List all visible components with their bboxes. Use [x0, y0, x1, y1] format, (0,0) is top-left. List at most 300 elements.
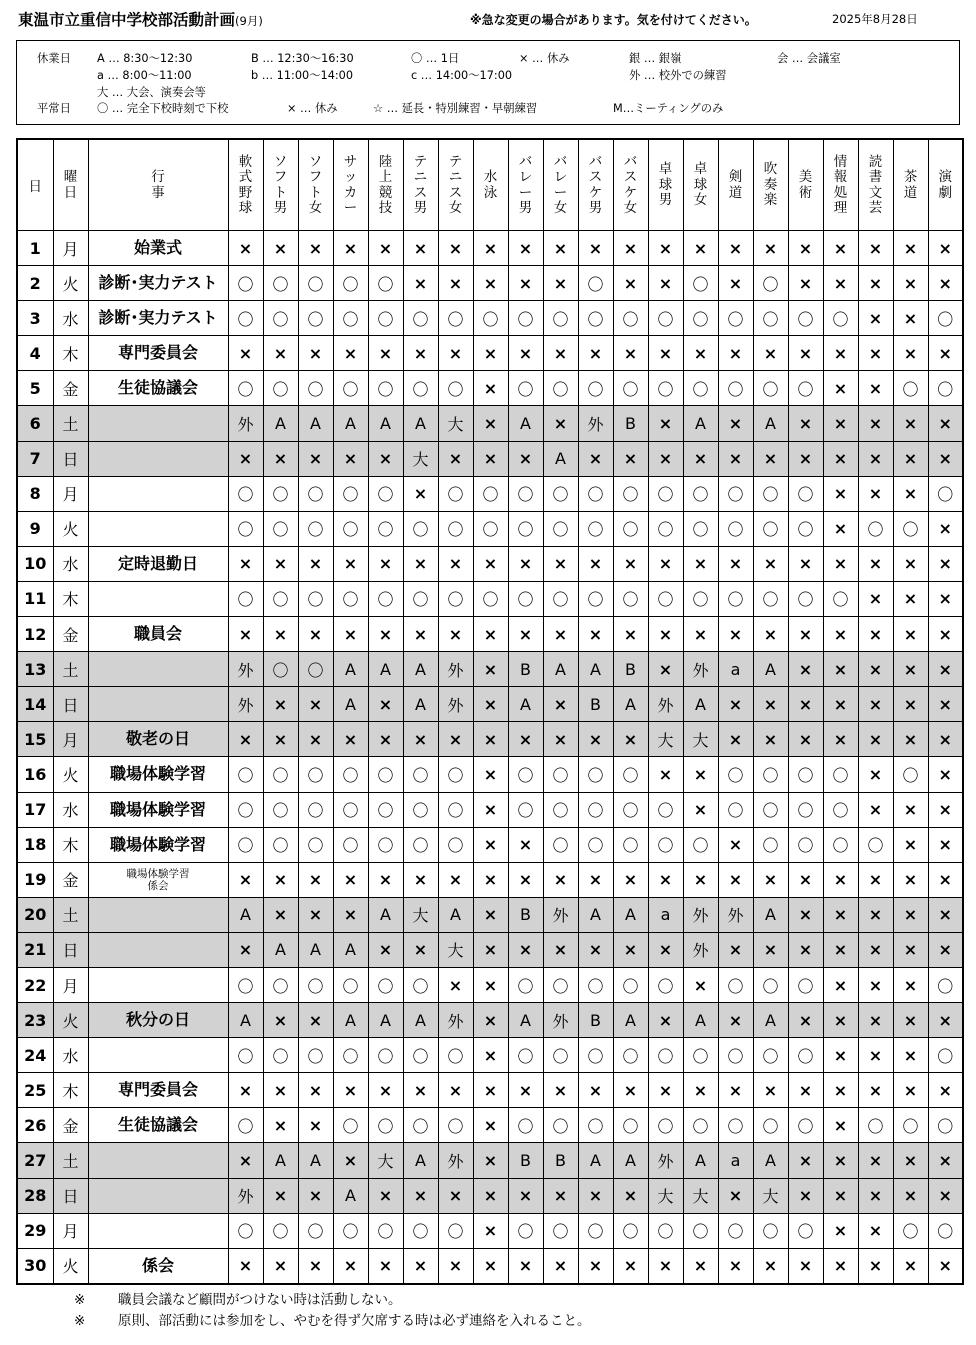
activity-cell: 〇: [543, 757, 578, 792]
activity-cell: ×: [403, 1248, 438, 1284]
club-schedule-table: [16, 138, 964, 1285]
activity-cell: ×: [333, 722, 368, 757]
activity-cell: B: [508, 1143, 543, 1178]
activity-cell: 〇: [368, 1038, 403, 1073]
activity-cell: 〇: [788, 581, 823, 616]
activity-cell: ×: [753, 546, 788, 581]
activity-cell: ×: [508, 827, 543, 862]
activity-cell: 〇: [543, 792, 578, 827]
activity-cell: ×: [893, 1038, 928, 1073]
activity-cell: 〇: [263, 581, 298, 616]
activity-cell: ×: [788, 687, 823, 722]
activity-cell: ×: [893, 231, 928, 266]
activity-cell: 〇: [683, 301, 718, 336]
activity-cell: ×: [473, 652, 508, 687]
activity-cell: ×: [613, 1178, 648, 1213]
weekday-cell: 月: [53, 231, 88, 266]
activity-cell: ×: [718, 266, 753, 301]
activity-cell: B: [508, 897, 543, 932]
activity-cell: ×: [788, 652, 823, 687]
activity-cell: 〇: [613, 511, 648, 546]
header-club: [788, 139, 823, 231]
event-cell: [88, 687, 228, 722]
activity-cell: ×: [858, 1038, 893, 1073]
activity-cell: A: [333, 1178, 368, 1213]
activity-cell: ×: [788, 266, 823, 301]
activity-cell: 〇: [648, 1108, 683, 1143]
event-cell: 生徒協議会: [88, 371, 228, 406]
activity-cell: ×: [823, 1073, 858, 1108]
activity-cell: ×: [928, 932, 963, 967]
activity-cell: 外: [228, 406, 263, 441]
activity-cell: 〇: [683, 581, 718, 616]
activity-cell: 〇: [578, 476, 613, 511]
activity-cell: 〇: [683, 1108, 718, 1143]
activity-cell: 〇: [473, 581, 508, 616]
event-cell: [88, 1213, 228, 1248]
activity-cell: 〇: [508, 757, 543, 792]
activity-cell: ×: [823, 1248, 858, 1284]
activity-cell: ×: [683, 1073, 718, 1108]
legend-dai: 大 … 大会、演奏会等: [97, 86, 206, 99]
legend-box: [16, 40, 960, 125]
day-cell: 9: [17, 511, 53, 546]
activity-cell: A: [263, 406, 298, 441]
activity-cell: ×: [543, 266, 578, 301]
activity-cell: 〇: [228, 371, 263, 406]
table-row: [17, 757, 963, 792]
activity-cell: 〇: [648, 827, 683, 862]
activity-cell: 外: [543, 1003, 578, 1038]
activity-cell: 〇: [298, 652, 333, 687]
activity-cell: A: [438, 897, 473, 932]
activity-cell: 〇: [788, 1038, 823, 1073]
activity-cell: 〇: [543, 1213, 578, 1248]
weekday-cell: 金: [53, 862, 88, 897]
activity-cell: ×: [753, 1073, 788, 1108]
legend-B: B … 12:30〜16:30: [251, 52, 354, 65]
activity-cell: ×: [718, 441, 753, 476]
activity-cell: 〇: [543, 371, 578, 406]
activity-cell: ×: [858, 1073, 893, 1108]
activity-cell: ×: [298, 231, 333, 266]
activity-cell: ×: [788, 546, 823, 581]
activity-cell: ×: [858, 792, 893, 827]
activity-cell: 〇: [263, 652, 298, 687]
weekday-cell: 月: [53, 476, 88, 511]
activity-cell: ×: [683, 967, 718, 1002]
weekday-cell: 月: [53, 722, 88, 757]
activity-cell: A: [753, 652, 788, 687]
club-name: バスケ女: [623, 153, 638, 216]
table-row: [17, 406, 963, 441]
activity-cell: 〇: [263, 371, 298, 406]
activity-cell: ×: [578, 1248, 613, 1284]
activity-cell: 〇: [368, 757, 403, 792]
activity-cell: ×: [858, 757, 893, 792]
activity-cell: A: [683, 406, 718, 441]
activity-cell: 〇: [438, 371, 473, 406]
activity-cell: 〇: [718, 476, 753, 511]
activity-cell: ×: [543, 1073, 578, 1108]
activity-cell: ×: [368, 1178, 403, 1213]
activity-cell: 〇: [333, 1213, 368, 1248]
activity-cell: ×: [473, 1248, 508, 1284]
activity-cell: ×: [648, 266, 683, 301]
activity-cell: 〇: [368, 511, 403, 546]
activity-cell: 〇: [298, 581, 333, 616]
activity-cell: 外: [648, 687, 683, 722]
table-row: [17, 1248, 963, 1284]
activity-cell: 〇: [788, 1213, 823, 1248]
day-cell: 2: [17, 266, 53, 301]
activity-cell: ×: [228, 546, 263, 581]
activity-cell: 〇: [648, 301, 683, 336]
activity-cell: 〇: [683, 476, 718, 511]
activity-cell: 外: [438, 687, 473, 722]
activity-cell: ×: [473, 1213, 508, 1248]
activity-cell: ×: [473, 441, 508, 476]
club-name: バレー男: [518, 153, 533, 216]
weekday-cell: 木: [53, 1073, 88, 1108]
activity-cell: 〇: [788, 967, 823, 1002]
activity-cell: 〇: [928, 301, 963, 336]
activity-cell: ×: [928, 546, 963, 581]
activity-cell: B: [508, 652, 543, 687]
activity-cell: ×: [718, 1248, 753, 1284]
activity-cell: ×: [368, 546, 403, 581]
header-club: [403, 139, 438, 231]
activity-cell: 〇: [613, 792, 648, 827]
activity-cell: ×: [858, 371, 893, 406]
activity-cell: ×: [368, 722, 403, 757]
activity-cell: ×: [823, 687, 858, 722]
legend-heijitsu-label: 平常日: [37, 102, 71, 115]
day-cell: 19: [17, 862, 53, 897]
activity-cell: ×: [893, 687, 928, 722]
activity-cell: ×: [718, 827, 753, 862]
activity-cell: 〇: [228, 581, 263, 616]
event-cell: [88, 1178, 228, 1213]
activity-cell: ×: [683, 1248, 718, 1284]
activity-cell: ×: [788, 722, 823, 757]
title-month: (9月): [235, 14, 263, 28]
table-row: [17, 932, 963, 967]
activity-cell: 〇: [298, 371, 333, 406]
activity-cell: 〇: [613, 1213, 648, 1248]
activity-cell: 〇: [753, 1038, 788, 1073]
table-row: [17, 231, 963, 266]
activity-cell: 〇: [683, 371, 718, 406]
day-cell: 26: [17, 1108, 53, 1143]
activity-cell: ×: [228, 862, 263, 897]
activity-cell: 〇: [753, 581, 788, 616]
activity-cell: B: [578, 687, 613, 722]
activity-cell: ×: [788, 1073, 823, 1108]
footnote-mark: ※: [74, 1292, 86, 1308]
activity-cell: ×: [823, 617, 858, 652]
activity-cell: 〇: [298, 266, 333, 301]
activity-cell: 〇: [263, 511, 298, 546]
activity-cell: A: [333, 406, 368, 441]
activity-cell: ×: [333, 336, 368, 371]
activity-cell: 〇: [648, 1213, 683, 1248]
activity-cell: ×: [788, 1003, 823, 1038]
activity-cell: ×: [298, 1073, 333, 1108]
weekday-cell: 土: [53, 1143, 88, 1178]
activity-cell: A: [753, 897, 788, 932]
activity-cell: ×: [823, 1108, 858, 1143]
activity-cell: 〇: [788, 476, 823, 511]
activity-cell: 〇: [508, 371, 543, 406]
activity-cell: ×: [613, 862, 648, 897]
activity-cell: ×: [228, 617, 263, 652]
activity-cell: 〇: [298, 792, 333, 827]
table-row: [17, 546, 963, 581]
activity-cell: 〇: [823, 792, 858, 827]
activity-cell: 〇: [333, 581, 368, 616]
event-cell: 職場体験学習: [88, 827, 228, 862]
activity-cell: ×: [298, 617, 333, 652]
activity-cell: 〇: [368, 581, 403, 616]
activity-cell: 〇: [368, 792, 403, 827]
activity-cell: ×: [263, 862, 298, 897]
activity-cell: 〇: [543, 827, 578, 862]
activity-cell: ×: [228, 722, 263, 757]
activity-cell: 〇: [403, 757, 438, 792]
activity-cell: ×: [228, 1073, 263, 1108]
activity-cell: 〇: [403, 1213, 438, 1248]
activity-cell: ×: [788, 617, 823, 652]
activity-cell: ×: [578, 862, 613, 897]
activity-cell: ×: [578, 231, 613, 266]
activity-cell: 〇: [333, 1038, 368, 1073]
event-cell: 係会: [88, 1248, 228, 1284]
club-name: ソフト女: [308, 153, 323, 216]
activity-cell: ×: [648, 231, 683, 266]
activity-cell: 外: [648, 1143, 683, 1178]
legend-soto: 外 … 校外での練習: [629, 69, 727, 82]
activity-cell: 〇: [823, 827, 858, 862]
day-cell: 23: [17, 1003, 53, 1038]
activity-cell: ×: [823, 336, 858, 371]
weekday-cell: 土: [53, 406, 88, 441]
weekday-cell: 金: [53, 1108, 88, 1143]
activity-cell: ×: [543, 406, 578, 441]
activity-cell: ×: [473, 862, 508, 897]
activity-cell: 外: [683, 932, 718, 967]
table-row: [17, 617, 963, 652]
activity-cell: ×: [893, 722, 928, 757]
activity-cell: A: [613, 1003, 648, 1038]
activity-cell: ×: [543, 687, 578, 722]
event-cell: 職場体験学習: [88, 792, 228, 827]
activity-cell: A: [753, 1143, 788, 1178]
event-cell: 診断･実力テスト: [88, 266, 228, 301]
activity-cell: 外: [228, 687, 263, 722]
activity-cell: ×: [578, 1073, 613, 1108]
activity-cell: A: [508, 1003, 543, 1038]
activity-cell: 〇: [613, 581, 648, 616]
table-row: [17, 266, 963, 301]
activity-cell: ×: [928, 617, 963, 652]
activity-cell: ×: [578, 336, 613, 371]
legend-b: b … 11:00〜14:00: [251, 69, 354, 82]
activity-cell: ×: [298, 1108, 333, 1143]
activity-cell: ×: [928, 336, 963, 371]
legend-h-batsu: × … 休み: [287, 102, 338, 115]
activity-cell: 大: [648, 1178, 683, 1213]
header-club: [263, 139, 298, 231]
activity-cell: 〇: [298, 757, 333, 792]
day-cell: 16: [17, 757, 53, 792]
activity-cell: 〇: [578, 792, 613, 827]
activity-cell: ×: [858, 581, 893, 616]
table-row: [17, 581, 963, 616]
activity-cell: ×: [263, 1178, 298, 1213]
day-cell: 28: [17, 1178, 53, 1213]
event-cell: [88, 476, 228, 511]
activity-cell: ×: [508, 546, 543, 581]
activity-cell: ×: [508, 441, 543, 476]
weekday-cell: 水: [53, 301, 88, 336]
activity-cell: 〇: [508, 1108, 543, 1143]
activity-cell: ×: [473, 406, 508, 441]
activity-cell: 〇: [578, 511, 613, 546]
activity-cell: ×: [508, 266, 543, 301]
schedule-body: [17, 231, 963, 1284]
activity-cell: 〇: [333, 511, 368, 546]
activity-cell: ×: [263, 1248, 298, 1284]
legend-kai: 会 … 会議室: [777, 52, 841, 65]
activity-cell: ×: [473, 757, 508, 792]
activity-cell: A: [403, 1143, 438, 1178]
activity-cell: ×: [858, 652, 893, 687]
footnote: [74, 1311, 591, 1332]
weekday-cell: 火: [53, 266, 88, 301]
activity-cell: ×: [228, 1248, 263, 1284]
activity-cell: 〇: [718, 1108, 753, 1143]
activity-cell: ×: [438, 546, 473, 581]
activity-cell: ×: [718, 406, 753, 441]
activity-cell: ×: [753, 932, 788, 967]
activity-cell: ×: [473, 687, 508, 722]
activity-cell: 〇: [333, 476, 368, 511]
activity-cell: ×: [893, 932, 928, 967]
activity-cell: 〇: [228, 757, 263, 792]
activity-cell: ×: [613, 1073, 648, 1108]
activity-cell: 〇: [718, 1038, 753, 1073]
activity-cell: 〇: [578, 827, 613, 862]
activity-cell: A: [613, 1143, 648, 1178]
weekday-cell: 火: [53, 511, 88, 546]
weekday-cell: 日: [53, 441, 88, 476]
activity-cell: ×: [508, 1178, 543, 1213]
activity-cell: ×: [788, 406, 823, 441]
activity-cell: ×: [298, 441, 333, 476]
activity-cell: ×: [718, 1178, 753, 1213]
activity-cell: ×: [508, 932, 543, 967]
activity-cell: ×: [823, 897, 858, 932]
activity-cell: ×: [333, 1073, 368, 1108]
activity-cell: 〇: [333, 1108, 368, 1143]
activity-cell: 〇: [403, 371, 438, 406]
day-cell: 15: [17, 722, 53, 757]
legend-h-m: M…ミーティングのみ: [613, 102, 724, 115]
activity-cell: B: [613, 406, 648, 441]
day-cell: 7: [17, 441, 53, 476]
activity-cell: 〇: [263, 301, 298, 336]
activity-cell: ×: [438, 336, 473, 371]
activity-cell: ×: [648, 441, 683, 476]
activity-cell: ×: [403, 476, 438, 511]
activity-cell: ×: [893, 617, 928, 652]
activity-cell: A: [298, 1143, 333, 1178]
page-title: [18, 8, 263, 30]
activity-cell: ×: [648, 1003, 683, 1038]
activity-cell: 〇: [578, 1213, 613, 1248]
activity-cell: 〇: [718, 371, 753, 406]
header-club: [578, 139, 613, 231]
activity-cell: 〇: [648, 511, 683, 546]
weekday-cell: 土: [53, 652, 88, 687]
activity-cell: ×: [858, 476, 893, 511]
activity-cell: 〇: [403, 301, 438, 336]
activity-cell: ×: [928, 231, 963, 266]
club-name: 美術: [798, 169, 813, 201]
activity-cell: A: [368, 406, 403, 441]
club-name: 演劇: [938, 169, 952, 201]
activity-cell: ×: [823, 1003, 858, 1038]
footnote: [74, 1290, 591, 1311]
day-cell: 4: [17, 336, 53, 371]
day-cell: 14: [17, 687, 53, 722]
table-row: [17, 862, 963, 897]
activity-cell: A: [228, 897, 263, 932]
activity-cell: ×: [543, 932, 578, 967]
club-name: 水泳: [483, 169, 498, 201]
activity-cell: ×: [368, 687, 403, 722]
title-text: 東温市立重信中学校部活動計画: [18, 11, 236, 29]
activity-cell: ×: [648, 652, 683, 687]
activity-cell: A: [683, 1003, 718, 1038]
activity-cell: 〇: [403, 827, 438, 862]
activity-cell: 〇: [928, 1213, 963, 1248]
weekday-cell: 月: [53, 967, 88, 1002]
activity-cell: ×: [473, 1108, 508, 1143]
activity-cell: ×: [893, 441, 928, 476]
activity-cell: ×: [578, 722, 613, 757]
activity-cell: ×: [298, 1248, 333, 1284]
legend-A: A … 8:30〜12:30: [97, 52, 193, 65]
activity-cell: 〇: [438, 757, 473, 792]
activity-cell: 〇: [788, 827, 823, 862]
event-cell: [88, 511, 228, 546]
activity-cell: ×: [858, 441, 893, 476]
table-row: [17, 301, 963, 336]
activity-cell: 〇: [648, 476, 683, 511]
activity-cell: ×: [613, 1248, 648, 1284]
activity-cell: 〇: [473, 511, 508, 546]
activity-cell: ×: [403, 231, 438, 266]
activity-cell: ×: [368, 862, 403, 897]
activity-cell: A: [508, 406, 543, 441]
activity-cell: ×: [473, 336, 508, 371]
table-row: [17, 1073, 963, 1108]
header-club: [928, 139, 963, 231]
activity-cell: 〇: [438, 1213, 473, 1248]
activity-cell: ×: [543, 617, 578, 652]
